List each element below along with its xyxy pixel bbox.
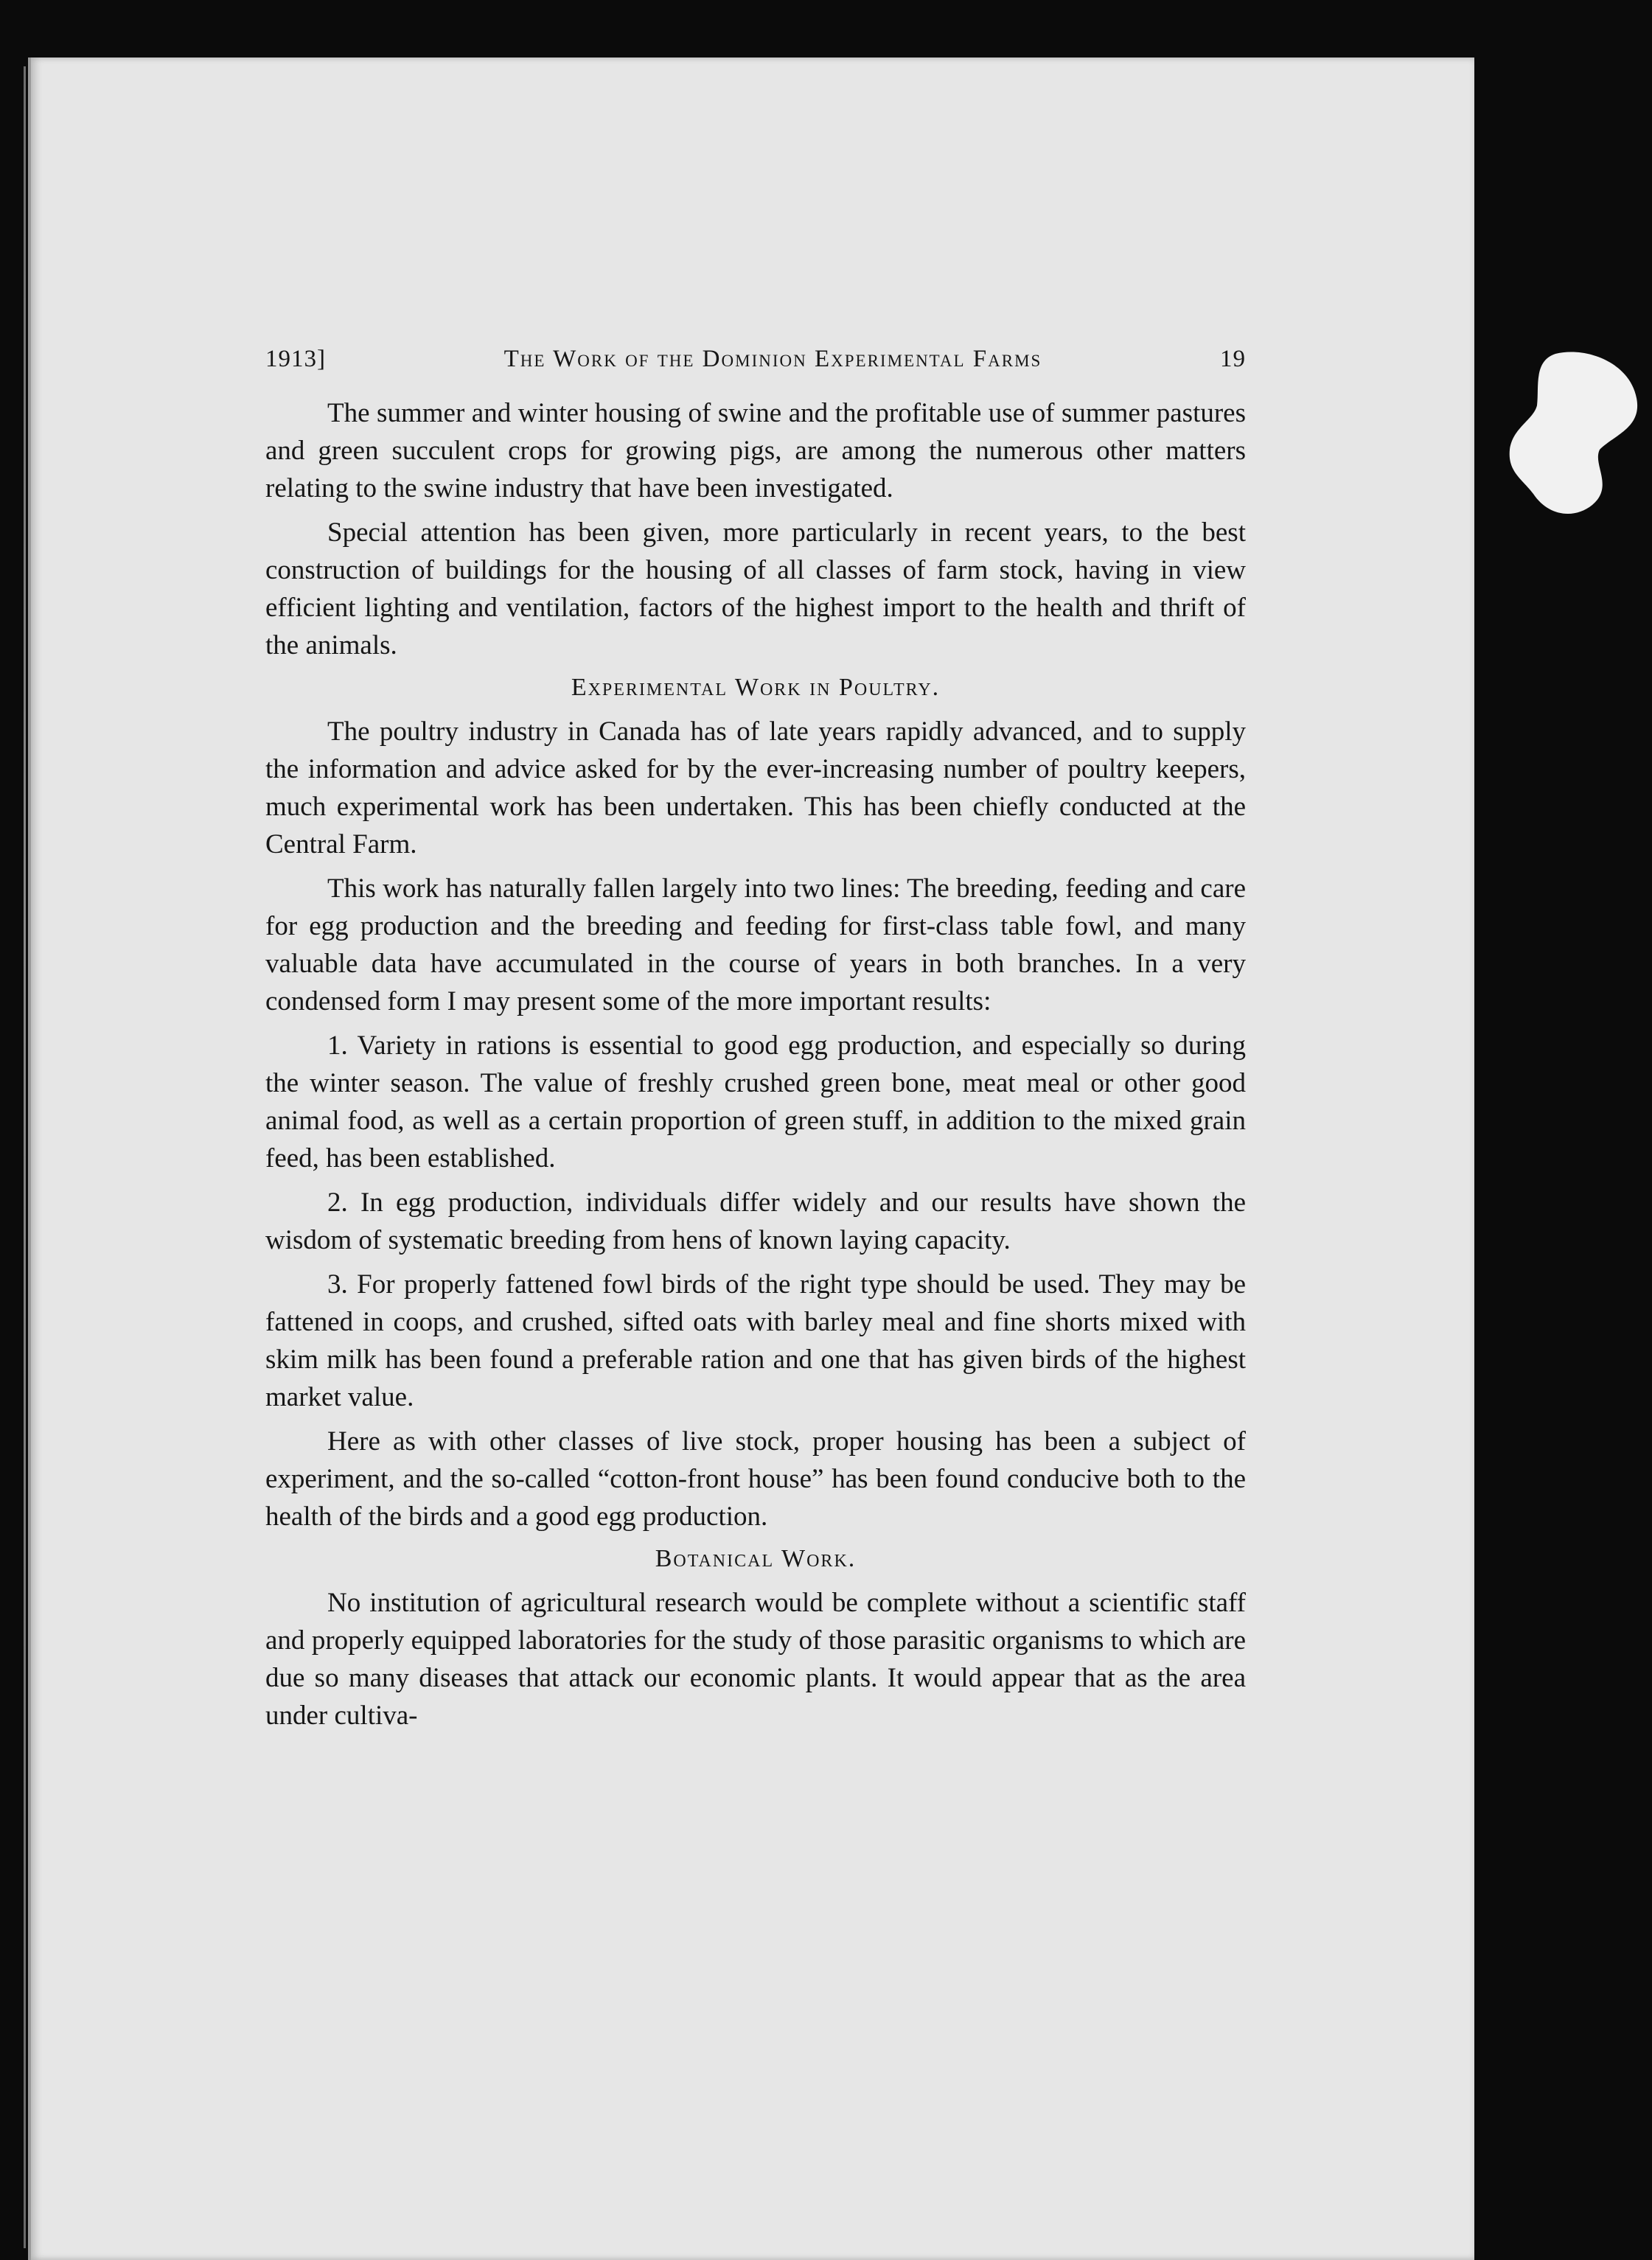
paragraph-botanical: No institution of agricultural research would be complete without a scientific staff and properly equipped laboratories for the study of those parasitic organisms to which are due so many diseases that attack our economic plants. It would appear that as the area under cultiva- [265,1588,1246,1731]
result-item-1: 1. Variety in rations is essential to good egg production, and especially so during the winter season. The value of freshly crushed green bone, meat meal or other good animal food, as well as a certain proportion of green stuff, in addition to the mixed grain feed, has been established. [265,1030,1246,1173]
paragraph-poultry-housing: Here as with other classes of live stock, proper housing has been a subject of experiment, and the so-called “cotton-front house” has been found conducive both to the health of the birds and a good egg production. [265,1426,1246,1532]
binding-gutter-shadow [24,66,26,2248]
paragraph-farm-buildings: Special attention has been given, more particularly in recent years, to the best construction of buildings for the housing of all classes of farm stock, having in view efficient lighting and ventilation, factors of the highest import to the health and thrift of the animals. [265,517,1246,660]
paper-tab-fragment [1504,346,1644,531]
running-head-year: 1913] [265,346,326,372]
paragraph-swine-housing: The summer and winter housing of swine and the profitable use of summer pastures and green succulent crops for growing pigs, are among the numerous other matters relating to the swine industry that have been investigated. [265,398,1246,503]
result-item-2: 2. In egg production, individuals differ widely and our results have shown the wisdom of systematic breeding from hens of known laying capacity. [265,1187,1246,1255]
result-item-3: 3. For properly fattened fowl birds of the right type should be used. They may be fattened in coops, and crushed, sifted oats with barley meal and fine shorts mixed with skim milk has been found a preferable ration and one that has given birds of the highest market value. [265,1269,1246,1412]
heading-botanical: Botanical Work. [655,1545,857,1572]
page-body [265,341,1246,1741]
heading-poultry: Experimental Work in Poultry. [571,674,941,701]
paragraph-poultry-lines: This work has naturally fallen largely into two lines: The breeding, feeding and care for egg production and the breeding and feeding for first-class table fowl, and many valuable data have accumulated in the course of years in both branches. In a very condensed form I may present some of the more important results: [265,873,1246,1016]
running-head [265,341,1246,378]
page-number: 19 [1220,346,1246,372]
paragraph-poultry-industry: The poultry industry in Canada has of late years rapidly advanced, and to supply the information and advice asked for by the ever-increasing number of poultry keepers, much experimental work has been undertaken. This has been chiefly conducted at the Central Farm. [265,716,1246,859]
running-head-title: The Work of the Dominion Experimental Farms [503,346,1042,372]
